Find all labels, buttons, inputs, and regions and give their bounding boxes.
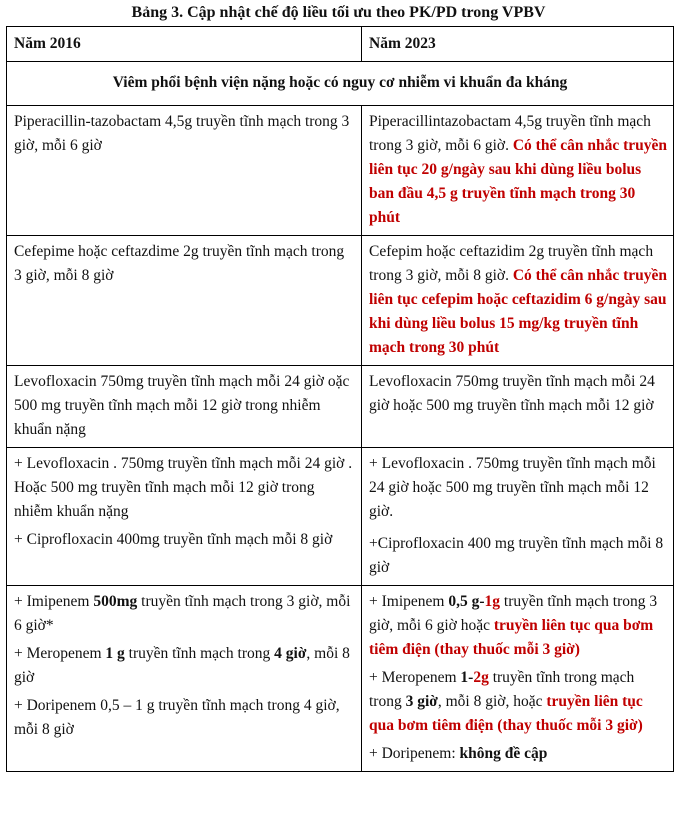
list-item: +Ciprofloxacin 400 mg truyền tĩnh mạch mỗi 8 giờ [369, 535, 664, 576]
cell-2023 [362, 106, 674, 236]
list-item-meropenem: + Meropenem 1-2g truyền tĩnh trong mạch trong 3 giờ, mỗi 8 giờ, hoặc truyền liên tục qua bơm tiêm điện (thay thuốc mỗi 3 giờ) [369, 669, 643, 734]
list-item: + Levofloxacin . 750mg truyền tĩnh mạch mỗi 24 giờ hoặc 500 mg truyền tĩnh mạch mỗi 12 giờ. [369, 455, 656, 520]
header-year-2023: Năm 2023 [362, 27, 674, 62]
section-title: Viêm phổi bệnh viện nặng hoặc có nguy cơ nhiễm vi khuẩn đa kháng [7, 62, 674, 106]
table-row [7, 106, 674, 236]
cell-2016 [7, 106, 362, 236]
cell-2016 [7, 448, 362, 586]
cell-text: Cefepim hoặc ceftazidim 2g truyền tĩnh mạch trong 3 giờ, mỗi 8 giờ. [369, 243, 654, 284]
list-item-doripenem: + Doripenem 0,5 – 1 g truyền tĩnh mạch trong 4 giờ, mỗi 8 giờ [14, 697, 340, 738]
cell-text: Levofloxacin 750mg truyền tĩnh mạch mỗi 24 giờ oặc 500 mg truyền tĩnh mạch mỗi 12 giờ trong nhiễm khuẩn nặng [14, 373, 350, 438]
cell-2023 [362, 586, 674, 772]
cell-2016 [7, 586, 362, 772]
cell-2023 [362, 366, 674, 448]
cell-2016 [7, 236, 362, 366]
table-row [7, 236, 674, 366]
cell-text: Piperacillintazobactam 4,5g truyền tĩnh mạch trong 3 giờ, mỗi 6 giờ. [369, 113, 651, 154]
list-item: + Ciprofloxacin 400mg truyền tĩnh mạch mỗi 8 giờ [14, 531, 333, 548]
cell-2016 [7, 366, 362, 448]
header-year-2016: Năm 2016 [7, 27, 362, 62]
table-row [7, 448, 674, 586]
dosing-table [6, 26, 674, 772]
list-item-imipenem: + Imipenem 500mg truyền tĩnh mạch trong 3 giờ, mỗi 6 giờ* [14, 593, 351, 634]
cell-2023 [362, 448, 674, 586]
list-item-imipenem: + Imipenem 0,5 g-1g truyền tĩnh mạch trong 3 giờ, mỗi 6 giờ hoặc truyền liên tục qua bơm tiêm điện (thay thuốc mỗi 3 giờ) [369, 593, 658, 658]
table-caption: Bảng 3. Cập nhật chế độ liều tối ưu theo PK/PD trong VPBV [131, 4, 546, 21]
highlight-text: Có thể cân nhắc truyền liên tục cefepim hoặc ceftazidim 6 g/ngày sau khi dùng liều bolus 15 mg/kg truyền tĩnh mạch trong 30 phút [369, 267, 667, 356]
cell-text: Cefepime hoặc ceftazdime 2g truyền tĩnh mạch trong 3 giờ, mỗi 8 giờ [14, 243, 345, 284]
cell-text: Levofloxacin 750mg truyền tĩnh mạch mỗi 24 giờ hoặc 500 mg truyền tĩnh mạch mỗi 12 giờ [369, 373, 655, 414]
cell-2023 [362, 236, 674, 366]
list-item: + Levofloxacin . 750mg truyền tĩnh mạch mỗi 24 giờ . Hoặc 500 mg truyền tĩnh mạch mỗi 12 giờ trong nhiễm khuẩn nặng [14, 455, 353, 520]
table-row [7, 586, 674, 772]
header-row [7, 27, 674, 62]
highlight-text: Có thể cân nhắc truyền liên tục 20 g/ngày sau khi dùng liều bolus ban đầu 4,5 g truyền tĩnh mạch trong 30 phút [369, 137, 667, 226]
cell-text: Piperacillin-tazobactam 4,5g truyền tĩnh mạch trong 3 giờ, mỗi 6 giờ [14, 113, 350, 154]
list-item-meropenem: + Meropenem 1 g truyền tĩnh mạch trong 4 giờ, mỗi 8 giờ [14, 645, 350, 686]
list-item-doripenem: + Doripenem: không đề cập [369, 745, 548, 762]
section-row [7, 62, 674, 106]
table-row [7, 366, 674, 448]
